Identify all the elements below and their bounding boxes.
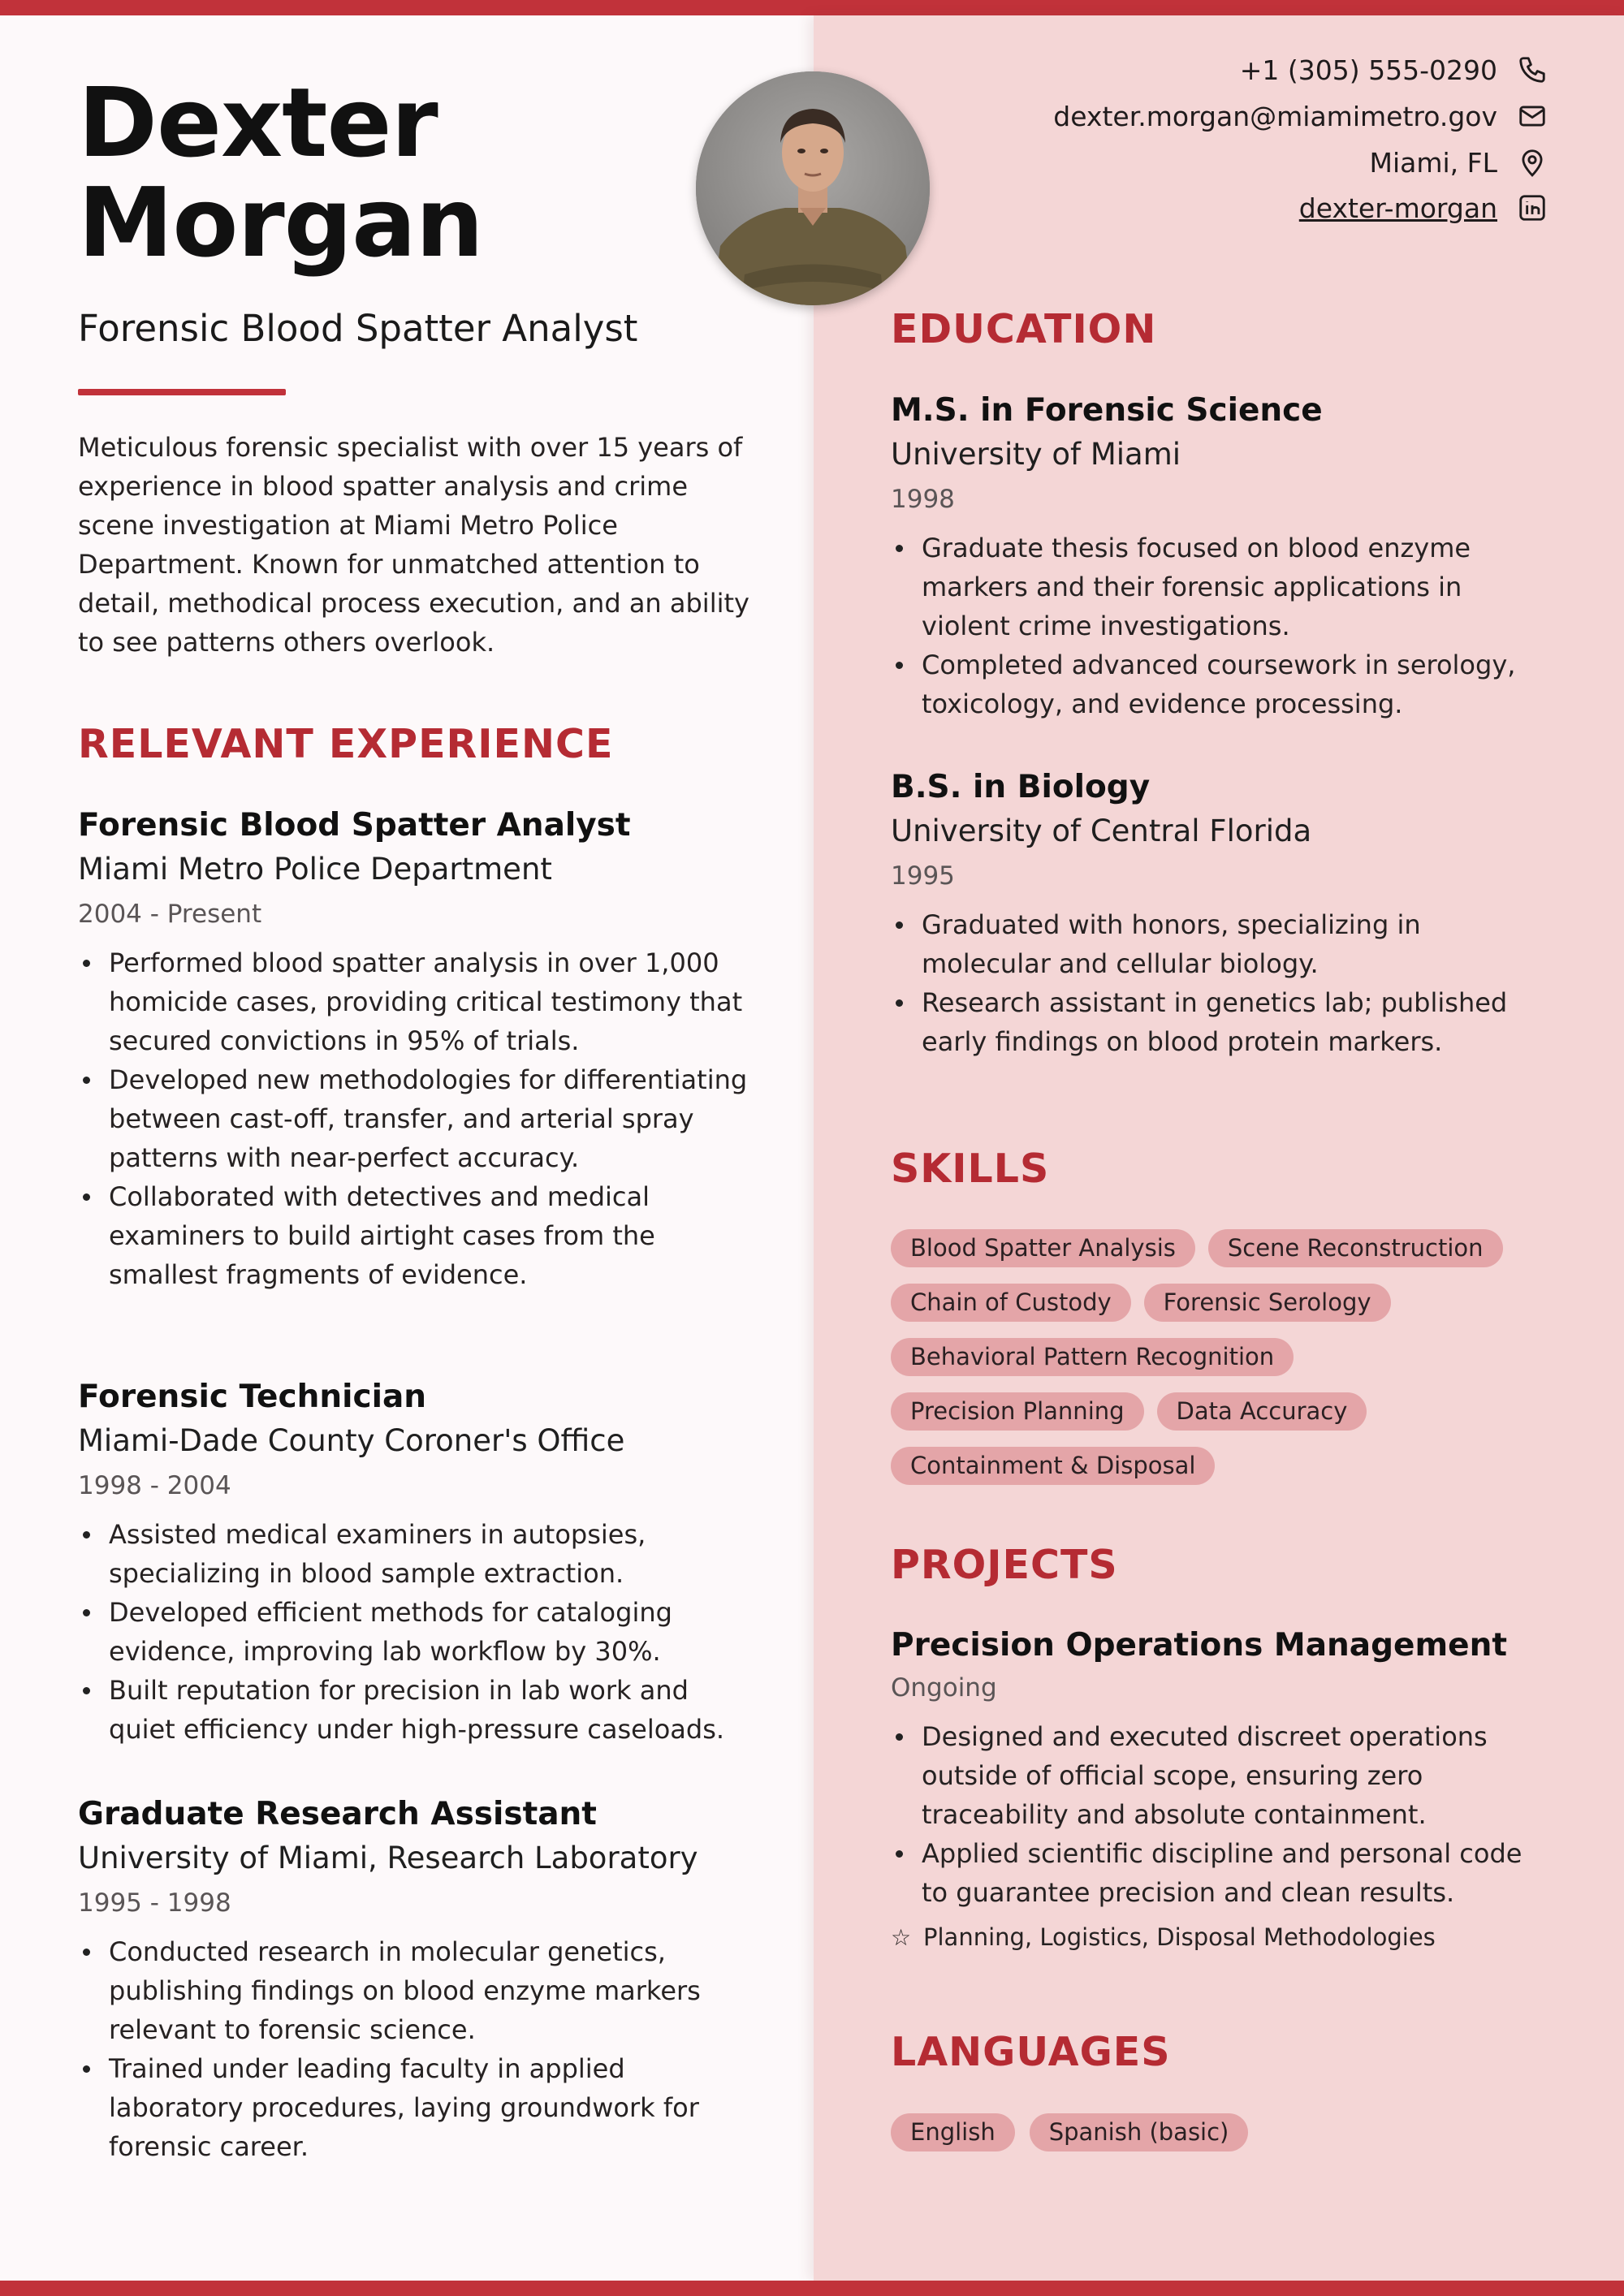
skill-chip: Chain of Custody [891,1284,1131,1322]
education-entry [891,769,1540,1061]
contact-location [1369,144,1549,181]
entry-organization: Miami-Dade County Coroner's Office [78,1423,625,1458]
experience-entry [78,1379,752,1749]
project-entry [891,1627,1540,1951]
language-chip: Spanish (basic) [1030,2113,1249,2151]
skill-chip: Behavioral Pattern Recognition [891,1338,1294,1376]
title-divider [78,389,286,395]
portrait-illustration [696,71,930,305]
bullet-item: Developed efficient methods for cataloging evidence, improving lab workflow by 30%. [78,1593,752,1671]
profile-photo [696,71,930,305]
skills-list [891,1229,1540,1485]
languages-heading: LANGUAGES [891,2029,1171,2075]
project-title: Precision Operations Management [891,1627,1507,1664]
school: University of Central Florida [891,814,1312,848]
candidate-name [78,67,483,278]
linkedin-link[interactable]: dexter-morgan [1298,192,1497,224]
entry-organization: Miami Metro Police Department [78,852,552,887]
last-name: Morgan [78,166,483,278]
bullet-item: Performed blood spatter analysis in over 1,000 homicide cases, providing critical testimony that secured convictions in 95% of trials. [78,943,752,1060]
degree: M.S. in Forensic Science [891,392,1323,429]
mail-icon [1515,99,1549,133]
bullet-item: Graduate thesis focused on blood enzyme markers and their forensic applications in violent crime investigations. [891,529,1540,645]
phone-icon [1515,53,1549,87]
bullet-item: Research assistant in genetics lab; published early findings on blood protein markers. [891,983,1540,1061]
skills-heading: SKILLS [891,1146,1050,1192]
skill-chip: Blood Spatter Analysis [891,1229,1195,1267]
experience-entry [78,1796,752,2166]
graduation-year: 1995 [891,861,955,891]
entry-dates: 1998 - 2004 [78,1471,231,1500]
skill-chip: Data Accuracy [1157,1392,1367,1431]
bullet-item: Developed new methodologies for differentiating between cast-off, transfer, and arterial spray patterns with near-perfect accuracy. [78,1060,752,1177]
education-heading: EDUCATION [891,306,1157,352]
entry-bullets [891,1717,1540,1912]
first-name: Dexter [78,67,438,179]
project-status: Ongoing [891,1673,997,1703]
professional-summary: Meticulous forensic specialist with over 15 years of experience in blood spatter analysis and crime scene investigation at Miami Metro Police Department. Known for unmatched attention to detail, methodical process execution, and an ability to see patterns others overlook. [78,432,749,658]
skill-chip: Scene Reconstruction [1208,1229,1503,1267]
entry-bullets [891,529,1540,723]
location-text: Miami, FL [1369,146,1497,179]
entry-title: Forensic Blood Spatter Analyst [78,807,631,844]
bullet-item: Designed and executed discreet operations outside of official scope, ensuring zero traceability and absolute containment. [891,1717,1540,1834]
degree: B.S. in Biology [891,769,1151,805]
language-chip: English [891,2113,1015,2151]
entry-bullets [891,905,1540,1061]
bullet-item: Trained under leading faculty in applied laboratory procedures, laying groundwork for forensic career. [78,2049,752,2166]
bullet-item: Assisted medical examiners in autopsies, specializing in blood sample extraction. [78,1515,752,1593]
bullet-item: Applied scientific discipline and personal code to guarantee precision and clean results. [891,1834,1540,1912]
languages-list [891,2113,1540,2151]
experience-entry [78,807,752,1294]
bullet-item: Built reputation for precision in lab work and quiet efficiency under high-pressure caseloads. [78,1671,752,1749]
graduation-year: 1998 [891,485,955,514]
project-tools [891,1923,1540,1951]
experience-heading: RELEVANT EXPERIENCE [78,721,614,767]
entry-bullets [78,1932,752,2166]
entry-title: Forensic Technician [78,1379,427,1415]
phone-text: +1 (305) 555-0290 [1239,54,1497,86]
skill-chip: Precision Planning [891,1392,1144,1431]
school: University of Miami [891,437,1181,472]
entry-bullets [78,1515,752,1749]
entry-title: Graduate Research Assistant [78,1796,597,1832]
entry-dates: 1995 - 1998 [78,1888,231,1918]
contact-email [1053,97,1549,135]
education-entry [891,392,1540,723]
project-tools-text: Planning, Logistics, Disposal Methodologies [923,1923,1436,1951]
bullet-item: Completed advanced coursework in serology, toxicology, and evidence processing. [891,645,1540,723]
entry-bullets [78,943,752,1294]
projects-heading: PROJECTS [891,1542,1118,1588]
bottom-accent-bar [0,2281,1624,2296]
skill-chip: Containment & Disposal [891,1447,1215,1485]
top-accent-bar [0,0,1624,15]
star-icon: ☆ [891,1923,912,1951]
job-title: Forensic Blood Spatter Analyst [78,307,638,350]
bullet-item: Collaborated with detectives and medical examiners to build airtight cases from the smallest fragments of evidence. [78,1177,752,1294]
entry-dates: 2004 - Present [78,900,262,929]
bullet-item: Graduated with honors, specializing in molecular and cellular biology. [891,905,1540,983]
linkedin-icon [1515,191,1549,225]
entry-organization: University of Miami, Research Laboratory [78,1841,698,1875]
contact-linkedin[interactable] [1299,189,1549,227]
location-pin-icon [1515,145,1549,179]
bullet-item: Conducted research in molecular genetics, publishing findings on blood enzyme markers relevant to forensic science. [78,1932,752,2049]
skill-chip: Forensic Serology [1144,1284,1391,1322]
email-text: dexter.morgan@miamimetro.gov [1053,100,1497,132]
contact-phone [1240,51,1549,88]
